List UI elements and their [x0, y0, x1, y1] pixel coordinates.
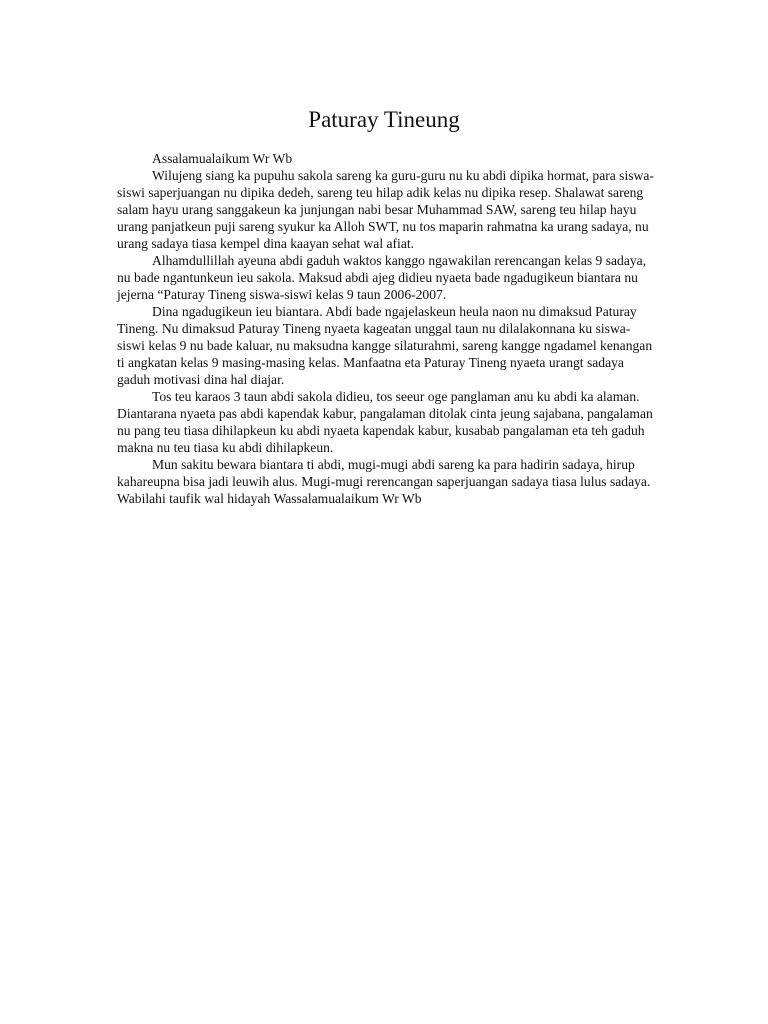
paragraph-purpose: Alhamdullillah ayeuna abdi gaduh waktos kanggo ngawakilan rerencangan kelas 9 sadaya, nu bade ngantunkeun ieu sakola. Maksud abdi ajeg didieu nyaeta bade ngadugikeun biantara nu jejerna “Paturay Tineng siswa-siswi kelas 9 taun 2006-2007.: [117, 253, 647, 302]
paragraph-explanation: Dina ngadugikeun ieu biantara. Abdi bade ngajelaskeun heula naon nu dimaksud Paturay Tineng. Nu dimaksud Paturay Tineng nyaeta kageatan unggal taun nu dilalakonnana ku siswa-siswi kelas 9 nu bade kaluar, nu maksudna kangge silaturahmi, sareng kangge ngadamel kenangan ti angkatan kelas 9 masing-masing kelas. Manfaatna eta Paturay Tineng nyaeta urangt sadaya gaduh motivasi dina hal diajar.: [117, 304, 653, 387]
document-body: [117, 150, 657, 507]
paragraph-opening: Wilujeng siang ka pupuhu sakola sareng ka guru-guru nu ku abdi dipika hormat, para siswa-siswi saperjuangan nu dipika dedeh, sareng teu hilap adik kelas nu dipika resep. Shalawat sareng salam hayu urang sanggakeun ka junjungan nabi besar Muhammad SAW, sareng teu hilap hayu urang panjatkeun puji sareng syukur ka Alloh SWT, nu tos maparin rahmatna ka urang sadaya, nu urang sadaya tiasa kempel dina kaayan sehat wal afiat.: [117, 168, 654, 251]
document-title: Paturay Tineung: [308, 107, 460, 132]
paragraph-experiences: Tos teu karaos 3 taun abdi sakola didieu, tos seeur oge panglaman anu ku abdi ka alaman. Diantarana nyaeta pas abdi kapendak kabur, pangalaman ditolak cinta jeung sajabana, pangalaman nu pang teu tiasa dihilapkeun ku abdi nyaeta kapendak kabur, kusabab pangalaman eta teh gaduh makna nu teu tiasa ku abdi dihilapkeun.: [117, 389, 653, 455]
paragraph-greeting: Assalamualaikum Wr Wb: [152, 151, 293, 166]
paragraph-closing: Mun sakitu bewara biantara ti abdi, mugi-mugi abdi sareng ka para hadirin sadaya, hirup kahareupna bisa jadi leuwih alus. Mugi-mugi rerencangan saperjuangan sadaya tiasa lulus sadaya. Wabilahi taufik wal hidayah Wassalamualaikum Wr Wb: [117, 457, 651, 506]
